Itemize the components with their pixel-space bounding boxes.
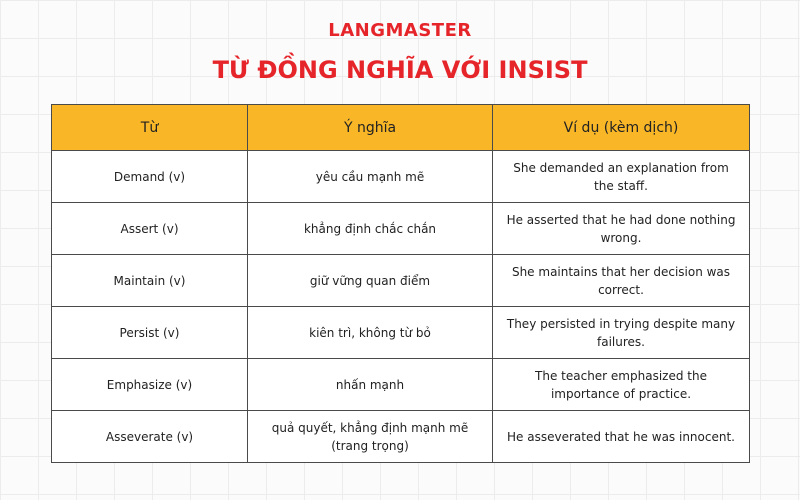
example-cell: The teacher emphasized the importance of practice. <box>493 359 750 411</box>
meaning-cell: kiên trì, không từ bỏ <box>248 307 493 359</box>
example-cell: He asserted that he had done nothing wrong. <box>493 203 750 255</box>
meaning-cell: giữ vững quan điểm <box>248 255 493 307</box>
word-cell: Demand (v) <box>52 151 248 203</box>
meaning-cell: nhấn mạnh <box>248 359 493 411</box>
table-header-row <box>52 105 750 151</box>
table-row <box>52 203 750 255</box>
table-row <box>52 255 750 307</box>
page-title: TỪ ĐỒNG NGHĨA VỚI INSIST <box>212 56 588 84</box>
example-cell: They persisted in trying despite many failures. <box>493 307 750 359</box>
synonym-table <box>51 104 750 463</box>
example-cell: He asseverated that he was innocent. <box>493 411 750 463</box>
table-row <box>52 307 750 359</box>
table-row <box>52 151 750 203</box>
meaning-cell: yêu cầu mạnh mẽ <box>248 151 493 203</box>
meaning-cell: quả quyết, khẳng định mạnh mẽ (trang trọng) <box>248 411 493 463</box>
header-meaning: Ý nghĩa <box>248 105 493 151</box>
brand-logo: LANGMASTER <box>328 20 472 41</box>
table-row <box>52 359 750 411</box>
word-cell: Assert (v) <box>52 203 248 255</box>
word-cell: Emphasize (v) <box>52 359 248 411</box>
meaning-cell: khẳng định chắc chắn <box>248 203 493 255</box>
table-row <box>52 411 750 463</box>
word-cell: Persist (v) <box>52 307 248 359</box>
header-word: Từ <box>52 105 248 151</box>
word-cell: Maintain (v) <box>52 255 248 307</box>
word-cell: Asseverate (v) <box>52 411 248 463</box>
example-cell: She maintains that her decision was correct. <box>493 255 750 307</box>
example-cell: She demanded an explanation from the staff. <box>493 151 750 203</box>
header-example: Ví dụ (kèm dịch) <box>493 105 750 151</box>
